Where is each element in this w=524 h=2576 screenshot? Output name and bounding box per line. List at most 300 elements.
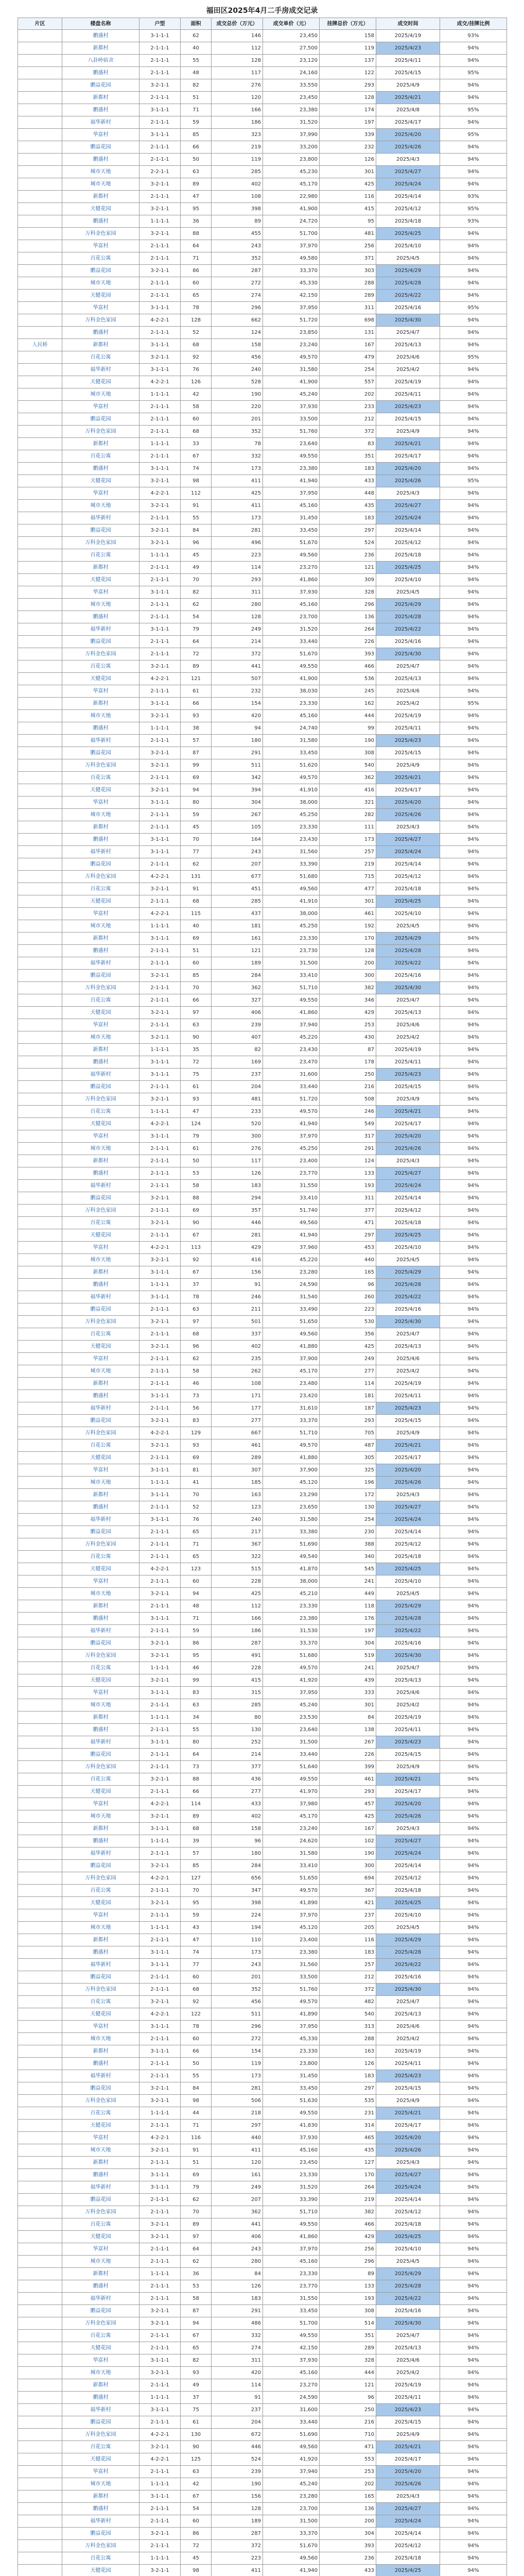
area-cell: 82 [181,79,212,92]
unit-price-cell: 45,160 [263,599,320,611]
table-row [18,772,507,784]
area-cell: 89 [181,178,212,191]
estate-cell: 福华新村 [62,1291,139,1303]
estate-cell: 新都村 [62,2268,139,2280]
deal-date-cell: 2025/4/15 [376,1749,440,1761]
total-price-cell: 243 [212,2243,263,2256]
deal-date-cell: 2025/4/20 [376,2466,440,2478]
estate-cell: 新都村 [62,191,139,203]
listing-price-cell: 223 [320,1303,376,1316]
estate-cell: 城市天地 [62,2144,139,2157]
estate-cell: 福华新村 [62,1848,139,1860]
table-row [18,2169,507,2181]
listing-price-cell: 461 [320,1773,376,1786]
table-row [18,1031,507,1044]
unit-price-cell: 45,240 [263,1699,320,1711]
total-price-cell: 128 [212,55,263,67]
layout-cell: 2-1-1-1 [139,957,181,970]
deal-date-cell: 2025/4/30 [376,314,440,327]
ratio-cell: 94% [440,413,507,426]
listing-price-cell: 333 [320,1687,376,1699]
layout-cell: 3-2-1-1 [139,1674,181,1687]
unit-price-cell: 51,620 [263,759,320,772]
layout-cell: 2-1-1-1 [139,2256,181,2268]
ratio-cell: 94% [440,1328,507,1341]
listing-price-cell: 83 [320,438,376,450]
ratio-cell: 94% [440,2305,507,2317]
area-cell: 97 [181,1007,212,1019]
listing-price-cell: 328 [320,586,376,599]
total-price-cell: 436 [212,1773,263,1786]
listing-price-cell: 481 [320,228,376,240]
estate-cell: 城市天地 [62,1699,139,1711]
deal-date-cell: 2025/4/27 [376,2503,440,2515]
ratio-cell: 94% [440,2243,507,2256]
ratio-cell: 94% [440,970,507,982]
table-row [18,1711,507,1724]
listing-price-cell: 293 [320,1786,376,1798]
listing-price-cell: 471 [320,1217,376,1229]
district-cell [18,1637,62,1650]
area-cell: 85 [181,1860,212,1872]
ratio-cell: 94% [440,2416,507,2429]
ratio-cell: 94% [440,1106,507,1118]
district-cell [18,834,62,846]
table-row [18,2453,507,2466]
header-district: 片区 [18,18,62,30]
district-cell [18,1538,62,1551]
unit-price-cell: 51,760 [263,426,320,438]
table-row [18,599,507,611]
area-cell: 59 [181,1625,212,1637]
layout-cell: 3-2-1-1 [139,1217,181,1229]
unit-price-cell: 33,450 [263,2305,320,2317]
ratio-cell: 94% [440,1019,507,1031]
deal-date-cell: 2025/4/21 [376,2107,440,2120]
estate-cell: 天健花园 [62,673,139,685]
table-row [18,2120,507,2132]
deal-date-cell: 2025/4/11 [376,2058,440,2070]
area-cell: 58 [181,1365,212,1378]
area-cell: 97 [181,2231,212,2243]
estate-cell: 新都村 [62,562,139,574]
estate-cell: 百花公寓 [62,1885,139,1897]
listing-price-cell: 176 [320,1613,376,1625]
unit-price-cell: 45,170 [263,178,320,191]
layout-cell: 2-1-1-1 [139,1205,181,1217]
listing-price-cell: 453 [320,1242,376,1254]
ratio-cell: 94% [440,2293,507,2305]
table-row [18,2132,507,2144]
table-row [18,1600,507,1613]
total-price-cell: 105 [212,821,263,834]
listing-price-cell: 457 [320,1798,376,1810]
unit-price-cell: 37,950 [263,2021,320,2033]
deal-date-cell: 2025/4/5 [376,1254,440,1266]
total-price-cell: 352 [212,252,263,265]
ratio-cell: 94% [440,2082,507,2095]
area-cell: 86 [181,2528,212,2540]
area-cell: 42 [181,388,212,401]
total-price-cell: 228 [212,1575,263,1588]
total-price-cell: 291 [212,747,263,759]
district-cell [18,1427,62,1439]
area-cell: 60 [181,2515,212,2528]
layout-cell: 2-1-1-1 [139,116,181,129]
area-cell: 112 [181,487,212,500]
deal-date-cell: 2025/4/24 [376,2515,440,2528]
unit-price-cell: 23,470 [263,1056,320,1069]
listing-price-cell: 170 [320,933,376,945]
deal-date-cell: 2025/4/19 [376,30,440,42]
ratio-cell: 94% [440,1081,507,1093]
deal-date-cell: 2025/4/9 [376,1761,440,1773]
deal-date-cell: 2025/4/16 [376,970,440,982]
unit-price-cell: 23,450 [263,2157,320,2169]
deal-date-cell: 2025/4/3 [376,487,440,500]
table-row [18,327,507,339]
area-cell: 130 [181,2429,212,2441]
total-price-cell: 171 [212,1390,263,1402]
unit-price-cell: 23,640 [263,1724,320,1736]
ratio-cell: 94% [440,42,507,55]
estate-cell: 鹏盛村 [62,215,139,228]
listing-price-cell: 131 [320,327,376,339]
listing-price-cell: 245 [320,685,376,698]
listing-price-cell: 519 [320,1650,376,1662]
listing-price-cell: 304 [320,2528,376,2540]
ratio-cell: 94% [440,1452,507,1464]
estate-cell: 鹏盛村 [62,1946,139,1959]
total-price-cell: 173 [212,2070,263,2082]
total-price-cell: 456 [212,1996,263,2008]
deal-date-cell: 2025/4/5 [376,1922,440,1934]
layout-cell: 1-1-1-1 [139,1922,181,1934]
estate-cell: 鹏盛村 [62,2503,139,2515]
unit-price-cell: 23,640 [263,438,320,450]
ratio-cell: 94% [440,2157,507,2169]
unit-price-cell: 49,550 [263,450,320,463]
listing-price-cell: 250 [320,1069,376,1081]
header-total-price: 成交总价（万元） [212,18,263,30]
table-row [18,685,507,698]
table-row [18,2429,507,2441]
estate-cell: 城市天地 [62,1365,139,1378]
estate-cell: 鹏益花园 [62,2194,139,2206]
ratio-cell: 94% [440,2107,507,2120]
area-cell: 68 [181,339,212,351]
layout-cell: 1-1-1-1 [139,438,181,450]
ratio-cell: 94% [440,1773,507,1786]
area-cell: 90 [181,1217,212,1229]
listing-price-cell: 231 [320,2107,376,2120]
area-cell: 88 [181,1192,212,1205]
ratio-cell: 94% [440,1600,507,1613]
table-row [18,1167,507,1180]
deal-date-cell: 2025/4/28 [376,1613,440,1625]
unit-price-cell: 31,600 [263,1069,320,1081]
ratio-cell: 94% [440,178,507,191]
deal-date-cell: 2025/4/10 [376,2243,440,2256]
total-price-cell: 124 [212,327,263,339]
district-cell [18,141,62,154]
table-row [18,2157,507,2169]
area-cell: 33 [181,438,212,450]
listing-price-cell: 535 [320,2095,376,2107]
layout-cell: 3-2-1-1 [139,759,181,772]
table-row [18,1823,507,1835]
layout-cell: 3-1-1-1 [139,1390,181,1402]
deal-date-cell: 2025/4/9 [376,426,440,438]
unit-price-cell: 37,970 [263,1909,320,1922]
deal-date-cell: 2025/4/24 [376,1514,440,1526]
area-cell: 84 [181,2082,212,2095]
listing-price-cell: 183 [320,512,376,524]
unit-price-cell: 23,430 [263,1044,320,1056]
listing-price-cell: 232 [320,141,376,154]
area-cell: 47 [181,191,212,203]
district-cell [18,586,62,599]
layout-cell: 3-1-1-1 [139,1489,181,1501]
area-cell: 64 [181,1749,212,1761]
total-price-cell: 96 [212,1835,263,1848]
unit-price-cell: 41,900 [263,203,320,215]
layout-cell: 3-1-1-1 [139,1959,181,1971]
listing-price-cell: 114 [320,1378,376,1390]
ratio-cell: 94% [440,1687,507,1699]
area-cell: 92 [181,1996,212,2008]
total-price-cell: 322 [212,1551,263,1563]
deal-date-cell: 2025/4/17 [376,116,440,129]
deal-date-cell: 2025/4/25 [376,562,440,574]
ratio-cell: 94% [440,2404,507,2416]
ratio-cell: 94% [440,1093,507,1106]
total-price-cell: 481 [212,1093,263,1106]
deal-date-cell: 2025/4/2 [376,698,440,710]
area-cell: 93 [181,2367,212,2379]
table-row [18,2268,507,2280]
total-price-cell: 190 [212,2478,263,2490]
ratio-cell: 94% [440,463,507,475]
estate-cell: 万科金色家园 [62,648,139,660]
deal-date-cell: 2025/4/7 [376,2330,440,2342]
district-cell [18,351,62,364]
deal-date-cell: 2025/4/29 [376,2268,440,2280]
district-cell [18,574,62,586]
deal-date-cell: 2025/4/18 [376,215,440,228]
listing-price-cell: 230 [320,1526,376,1538]
table-row [18,2095,507,2107]
unit-price-cell: 23,400 [263,1155,320,1167]
estate-cell: 百花公寓 [62,2441,139,2453]
total-price-cell: 287 [212,265,263,277]
area-cell: 97 [181,1316,212,1328]
estate-cell: 鹏盛村 [62,834,139,846]
estate-cell: 八卦岭宿舍 [62,55,139,67]
listing-price-cell: 192 [320,920,376,933]
area-cell: 45 [181,2552,212,2565]
table-row [18,1266,507,1279]
ratio-cell: 94% [440,1984,507,1996]
deal-date-cell: 2025/4/7 [376,1328,440,1341]
area-cell: 66 [181,2045,212,2058]
district-cell [18,1724,62,1736]
deal-date-cell: 2025/4/16 [376,2305,440,2317]
listing-price-cell: 264 [320,2181,376,2194]
layout-cell: 3-2-1-1 [139,1192,181,1205]
unit-price-cell: 45,330 [263,2033,320,2045]
unit-price-cell: 23,400 [263,1934,320,1946]
estate-cell: 天健花园 [62,1674,139,1687]
unit-price-cell: 23,280 [263,1266,320,1279]
table-row [18,2218,507,2231]
table-row [18,1501,507,1514]
total-price-cell: 190 [212,388,263,401]
listing-price-cell: 429 [320,2231,376,2243]
unit-price-cell: 23,450 [263,30,320,42]
district-cell [18,1946,62,1959]
table-row [18,104,507,116]
ratio-cell: 94% [440,154,507,166]
district-cell [18,1316,62,1328]
district-cell [18,908,62,920]
layout-cell: 3-1-1-1 [139,1069,181,1081]
area-cell: 99 [181,1674,212,1687]
listing-price-cell: 317 [320,1130,376,1143]
deal-date-cell: 2025/4/15 [376,747,440,759]
table-row [18,154,507,166]
listing-price-cell: 233 [320,401,376,413]
deal-date-cell: 2025/4/21 [376,1773,440,1786]
total-price-cell: 237 [212,1069,263,1081]
layout-cell: 3-1-1-1 [139,1514,181,1526]
deal-date-cell: 2025/4/3 [376,2490,440,2503]
layout-cell: 2-1-1-1 [139,772,181,784]
district-cell [18,2552,62,2565]
deal-date-cell: 2025/4/30 [376,1316,440,1328]
district-cell [18,994,62,1007]
listing-price-cell: 698 [320,314,376,327]
ratio-cell: 94% [440,2441,507,2453]
layout-cell: 2-1-1-1 [139,2342,181,2354]
layout-cell: 2-1-1-1 [139,512,181,524]
district-cell [18,2181,62,2194]
area-cell: 46 [181,1662,212,1674]
estate-cell: 福华新村 [62,2293,139,2305]
table-row [18,1069,507,1081]
total-price-cell: 91 [212,2392,263,2404]
table-row [18,1452,507,1464]
ratio-cell: 94% [440,1922,507,1934]
ratio-cell: 95% [440,698,507,710]
listing-price-cell: 136 [320,611,376,623]
layout-cell: 2-1-1-1 [139,1761,181,1773]
area-cell: 53 [181,1167,212,1180]
total-price-cell: 80 [212,1711,263,1724]
district-cell [18,2206,62,2218]
estate-cell: 万科金色家园 [62,426,139,438]
total-price-cell: 437 [212,908,263,920]
unit-price-cell: 45,220 [263,1254,320,1266]
listing-price-cell: 303 [320,265,376,277]
unit-price-cell: 33,440 [263,1081,320,1093]
ratio-cell: 94% [440,858,507,871]
total-price-cell: 224 [212,1909,263,1922]
area-cell: 98 [181,475,212,487]
area-cell: 95 [181,203,212,215]
layout-cell: 2-1-1-1 [139,413,181,426]
header-deal-date: 成交时间 [376,18,440,30]
estate-cell: 华富村 [62,685,139,698]
district-cell [18,1452,62,1464]
table-row [18,1637,507,1650]
deal-date-cell: 2025/4/3 [376,821,440,834]
layout-cell: 2-1-1-1 [139,401,181,413]
area-cell: 61 [181,685,212,698]
table-row [18,1860,507,1872]
district-cell [18,2095,62,2107]
ratio-cell: 94% [440,426,507,438]
estate-cell: 鹏盛村 [62,1724,139,1736]
estate-cell: 天健花园 [62,475,139,487]
deal-date-cell: 2025/4/6 [376,685,440,698]
listing-price-cell: 340 [320,1551,376,1563]
estate-cell: 鹏益花园 [62,1192,139,1205]
table-row [18,1341,507,1353]
unit-price-cell: 23,330 [263,2169,320,2181]
ratio-cell: 94% [440,673,507,685]
ratio-cell: 94% [440,500,507,512]
table-row [18,2181,507,2194]
ratio-cell: 94% [440,2565,507,2576]
layout-cell: 2-1-1-1 [139,277,181,290]
listing-price-cell: 694 [320,1872,376,1885]
listing-price-cell: 421 [320,1897,376,1909]
ratio-cell: 94% [440,834,507,846]
layout-cell: 3-2-1-1 [139,1254,181,1266]
unit-price-cell: 33,500 [263,1971,320,1984]
district-cell [18,1848,62,1860]
unit-price-cell: 51,710 [263,2206,320,2218]
layout-cell: 3-2-1-1 [139,524,181,537]
district-cell [18,314,62,327]
unit-price-cell: 23,770 [263,1167,320,1180]
layout-cell: 2-1-1-1 [139,1328,181,1341]
listing-price-cell: 301 [320,166,376,178]
deal-date-cell: 2025/4/16 [376,1971,440,1984]
ratio-cell: 94% [440,2206,507,2218]
layout-cell: 3-2-1-1 [139,1996,181,2008]
district-cell [18,1798,62,1810]
ratio-cell: 94% [440,933,507,945]
total-price-cell: 506 [212,2095,263,2107]
ratio-cell: 94% [440,2354,507,2367]
total-price-cell: 406 [212,1007,263,1019]
district-cell [18,1897,62,1909]
ratio-cell: 94% [440,747,507,759]
estate-cell: 华富村 [62,2132,139,2144]
total-price-cell: 161 [212,2169,263,2181]
area-cell: 79 [181,623,212,636]
district-cell [18,1810,62,1823]
layout-cell: 2-1-1-1 [139,809,181,821]
layout-cell: 2-1-1-1 [139,2515,181,2528]
unit-price-cell: 49,570 [263,1996,320,2008]
area-cell: 71 [181,1613,212,1625]
layout-cell: 3-2-1-1 [139,79,181,92]
estate-cell: 鹏盛村 [62,1835,139,1848]
ratio-cell: 94% [440,1427,507,1439]
